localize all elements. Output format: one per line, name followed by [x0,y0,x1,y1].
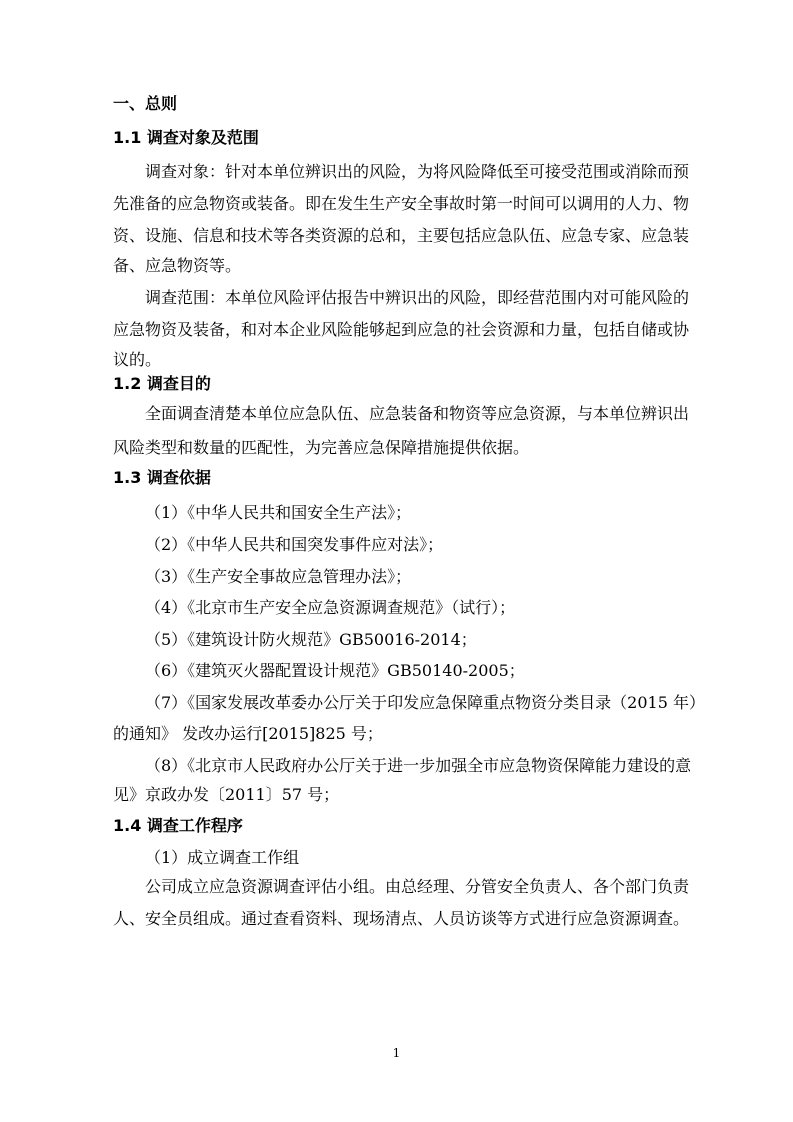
section-heading-1-1: 1.1 调查对象及范围 [113,128,259,147]
section-heading-1-2: 1.2 调查目的 [113,374,211,393]
reference-item: （5）《建筑设计防火规范》GB50016-2014； [145,630,477,649]
paragraph-line: 调查对象：针对本单位辨识出的风险，为将风险降低至可接受范围或消除而预 [145,162,690,181]
reference-item: （2）《中华人民共和国突发事件应对法》； [145,535,444,554]
paragraph-line: 应急物资及装备，和对本企业风险能够起到应急的社会资源和力量，包括自储或协 [113,320,690,339]
reference-item: （6）《建筑灭火器配置设计规范》GB50140-2005； [145,661,525,680]
section-heading-1-3: 1.3 调查依据 [113,468,211,487]
paragraph-line: 先准备的应急物资或装备。即在发生生产安全事故时第一时间可以调用的人力、物 [113,194,690,213]
paragraph-line: 人、安全员组成。通过查看资料、现场清点、人员访谈等方式进行应急资源调查。 [113,909,690,928]
chapter-heading: 一、总则 [113,94,178,113]
reference-item: （7）《国家发展改革委办公厅关于印发应急保障重点物资分类目录（2015 年） [145,693,705,712]
paragraph-line: 全面调查清楚本单位应急队伍、应急装备和物资等应急资源，与本单位辨识出 [145,404,690,423]
subheading: （1）成立调查工作组 [145,848,300,867]
paragraph-line: 资、设施、信息和技术等各类资源的总和，主要包括应急队伍、应急专家、应急装 [113,226,690,245]
reference-item: （3）《生产安全事故应急管理办法》； [145,567,412,586]
reference-item: （1）《中华人民共和国安全生产法》； [145,503,412,522]
reference-item-continued: 见》京政办发〔2011〕57 号； [113,785,340,804]
paragraph-line: 调查范围：本单位风险评估报告中辨识出的风险，即经营范围内对可能风险的 [145,288,690,307]
reference-item: （4）《北京市生产安全应急资源调查规范》（试行）； [145,598,516,617]
paragraph-line: 议的。 [113,350,162,369]
paragraph-line: 备、应急物资等。 [113,256,242,275]
reference-item-continued: 的通知》 发改办运行[2015]825 号； [113,724,383,743]
paragraph-line: 风险类型和数量的匹配性，为完善应急保障措施提供依据。 [113,438,530,457]
section-heading-1-4: 1.4 调查工作程序 [113,816,243,835]
page-number: 1 [392,1046,401,1060]
reference-item: （8）《北京市人民政府办公厅关于进一步加强全市应急物资保障能力建设的意 [145,756,692,775]
paragraph-line: 公司成立应急资源调查评估小组。由总经理、分管安全负责人、各个部门负责 [145,877,690,896]
